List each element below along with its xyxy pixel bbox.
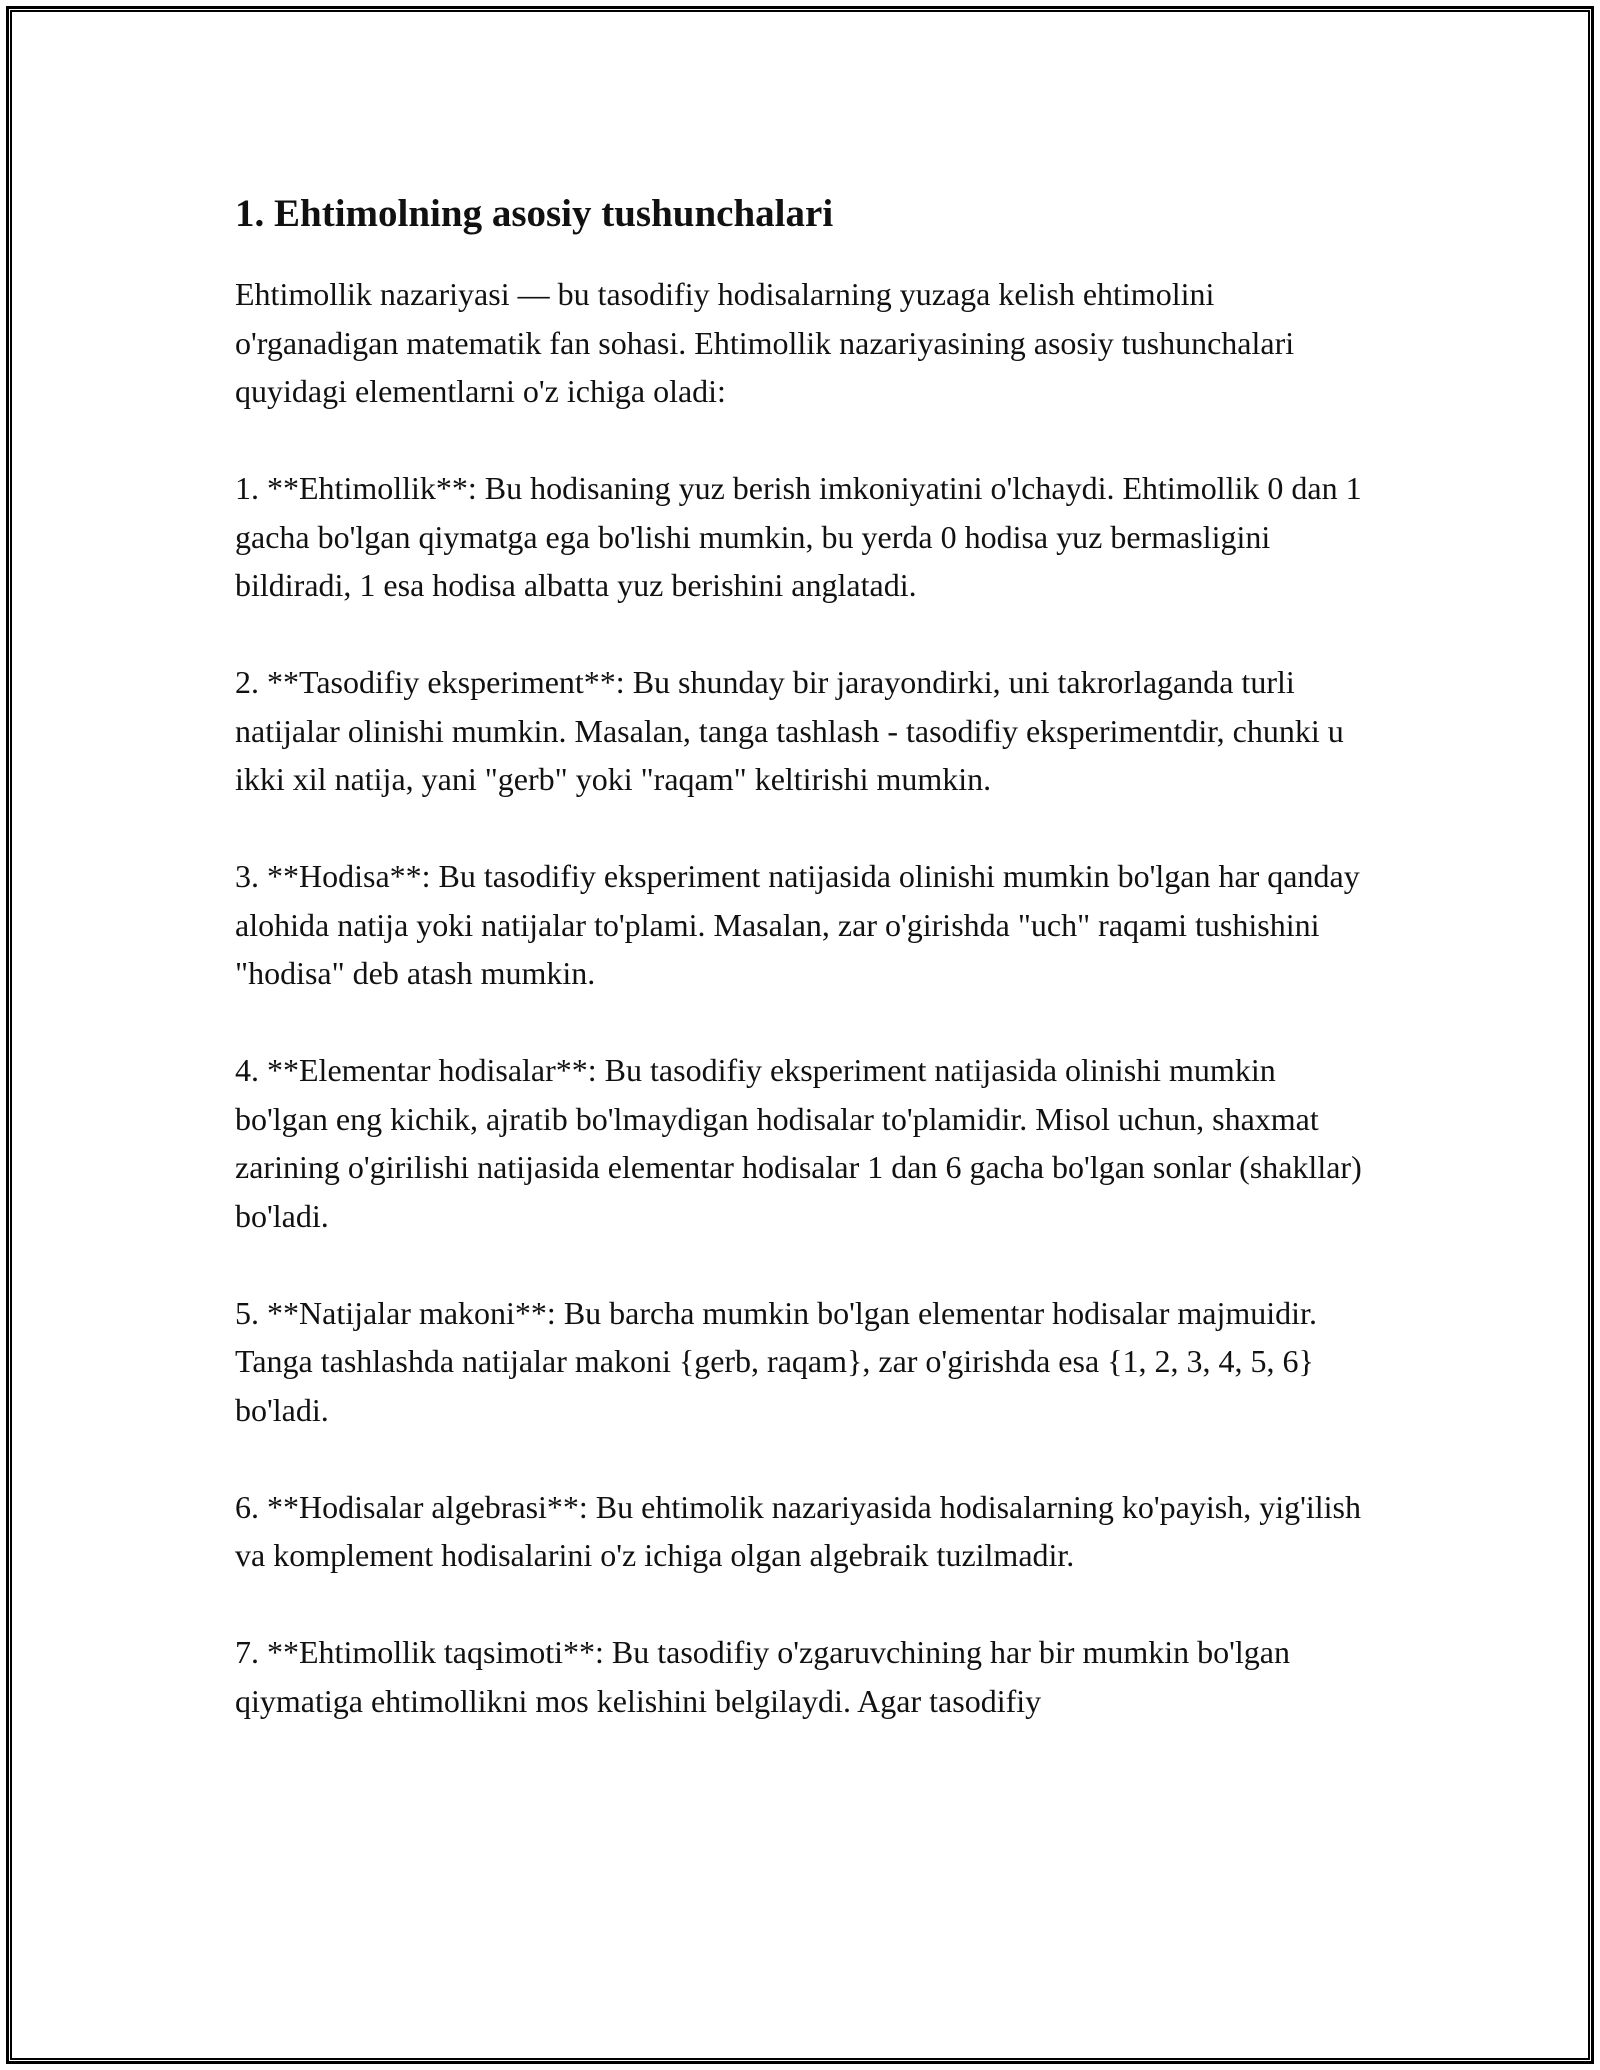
list-item-ehtimollik: 1. **Ehtimollik**: Bu hodisaning yuz berish imkoniyatini o'lchaydi. Ehtimollik 0 dan 1 gacha bo'lgan qiymatga ega bo'lishi mumkin, bu yerda 0 hodisa yuz bermasligini bildiradi, 1 esa hodisa albatta yuz berishini anglatadi.: [235, 470, 1362, 603]
list-item-tasodifiy-eksperiment: 2. **Tasodifiy eksperiment**: Bu shunday bir jarayondirki, uni takrorlaganda turli natijalar olinishi mumkin. Masalan, tanga tashlash - tasodifiy eksperimentdir, chunki u ikki xil natija, yani "gerb" yoki "raqam" keltirishi mumkin.: [235, 664, 1344, 797]
list-item-hodisa: 3. **Hodisa**: Bu tasodifiy eksperiment natijasida olinishi mumkin bo'lgan har qanday alohida natija yoki natijalar to'plami. Masalan, zar o'girishda "uch" raqami tushishini "hodisa" deb atash mumkin.: [235, 858, 1360, 991]
intro-paragraph: Ehtimollik nazariyasi — bu tasodifiy hodisalarning yuzaga kelish ehtimolini o'rganadigan matematik fan sohasi. Ehtimollik nazariyasining asosiy tushunchalari quyidagi elementlarni o'z ichiga oladi:: [235, 276, 1295, 409]
list-item-elementar-hodisalar: 4. **Elementar hodisalar**: Bu tasodifiy eksperiment natijasida olinishi mumkin bo'lgan eng kichik, ajratib bo'lmaydigan hodisalar to'plamidir. Misol uchun, shaxmat zarining o'girilishi natijasida elementar hodisalar 1 dan 6 gacha bo'lgan sonlar (shakllar) bo'ladi.: [235, 1052, 1362, 1234]
document-body: [235, 186, 1365, 1774]
list-item-natijalar-makoni: 5. **Natijalar makoni**: Bu barcha mumkin bo'lgan elementar hodisalar majmuidir. Tanga tashlashda natijalar makoni {gerb, raqam}, zar o'girishda esa {1, 2, 3, 4, 5, 6} bo'ladi.: [235, 1294, 1317, 1428]
list-item-hodisalar-algebrasi: 6. **Hodisalar algebrasi**: Bu ehtimolik nazariyasida hodisalarning ko'payish, yig'ilish va komplement hodisalarini o'z ichiga olgan algebraik tuzilmadir.: [235, 1488, 1361, 1573]
document-title: 1. Ehtimolning asosiy tushunchalari: [235, 192, 834, 235]
list-item-ehtimollik-taqsimoti: 7. **Ehtimollik taqsimoti**: Bu tasodifiy o'zgaruvchining har bir mumkin bo'lgan qiymatiga ehtimollikni mos kelishini belgilaydi. Agar tasodifiy: [235, 1634, 1290, 1719]
